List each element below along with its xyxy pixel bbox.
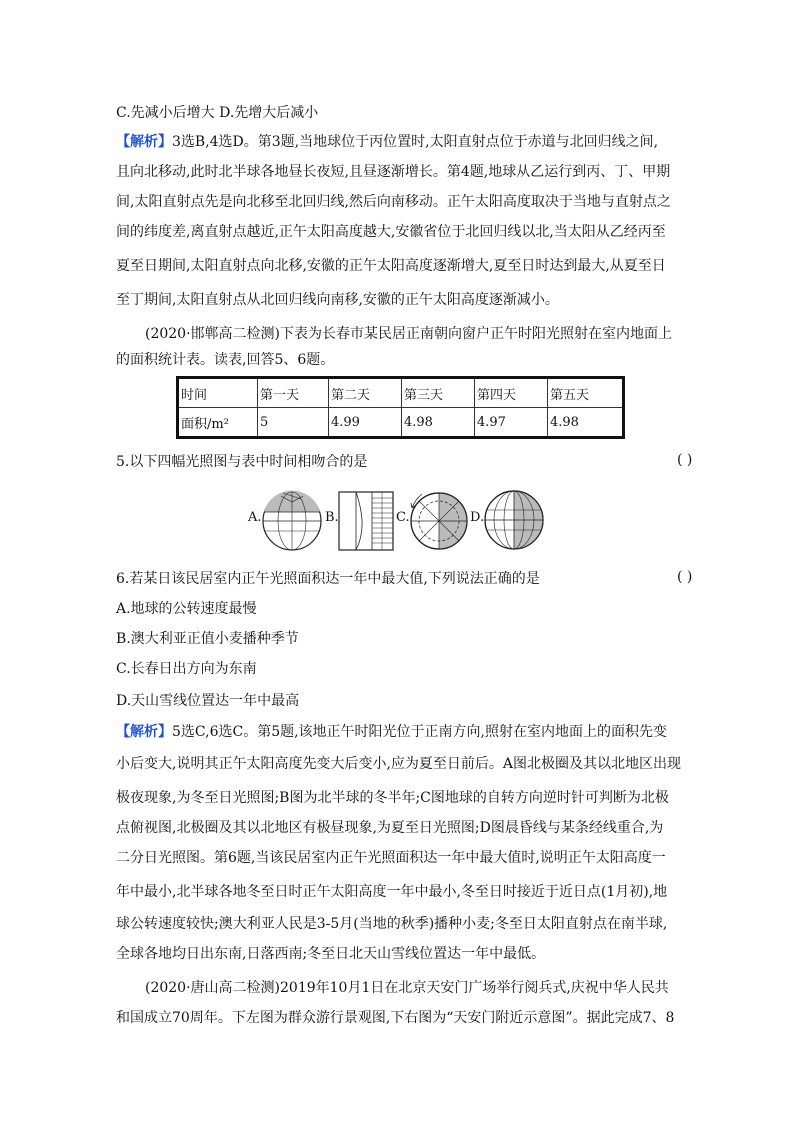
table-cell: 时间: [178, 378, 258, 408]
table-cell: 面积/m²: [178, 408, 258, 438]
analysis-line: 【解析】3选B,4选D。第3题,当地球位于丙位置时,太阳直射点位于赤道与北回归线之间,: [116, 134, 659, 150]
table-header-row: [178, 378, 624, 408]
figure-label-d: D.: [470, 510, 485, 525]
option-c: C.长春日出方向为东南: [116, 661, 257, 677]
table-cell: 第一天: [258, 378, 329, 408]
analysis-line: 夏至日期间,太阳直射点向北移,安徽的正午太阳高度逐渐增大,夏至日时达到最大,从夏至日: [116, 258, 666, 274]
analysis-line: 点俯视图,北极圈及其以北地区有极昼现象,为夏至日光照图;D图晨昏线与某条经线重合,为: [116, 820, 664, 836]
answer-paren: ( ): [677, 569, 693, 585]
option-cd-line: C.先减小后增大 D.先增大后减小: [116, 105, 319, 121]
illumination-figure-a: [261, 490, 323, 552]
analysis-line: 间的纬度差,离直射点越近,正午太阳高度越大,安徽省位于北回归线以北,当太阳从乙经丙至: [116, 224, 666, 240]
next-intro-line: (2020·唐山高二检测)2019年10月1日在北京天安门广场举行阅兵式,庆祝中华人民共: [145, 980, 669, 996]
analysis-line: 极夜现象,为冬至日光照图;B图为北半球的冬半年;C图地球的自转方向逆时针可判断为北极: [116, 790, 669, 806]
analysis-line: 二分日光照图。第6题,当该民居室内正午光照面积达一年中最大值时,说明正午太阳高度一: [116, 850, 666, 866]
table-cell: 第二天: [329, 378, 402, 408]
figure-label-c: C.: [396, 510, 410, 525]
analysis-tag: 【解析】: [116, 724, 172, 740]
illumination-figure-d: [482, 488, 546, 552]
table-cell: 第三天: [402, 378, 475, 408]
figure-label-b: B.: [325, 510, 339, 525]
figure-label-a: A.: [248, 510, 262, 525]
table-row: [178, 408, 624, 438]
table-cell: 4.98: [548, 408, 624, 438]
intro-line: (2020·邯郸高二检测)下表为长春市某民居正南朝向窗户正午时阳光照射在室内地面上: [145, 326, 673, 342]
intro-line: 的面积统计表。读表,回答5、6题。: [116, 352, 335, 368]
analysis-tag: 【解析】: [116, 134, 172, 150]
question-5: 5.以下四幅光照图与表中时间相吻合的是: [116, 454, 368, 470]
table-cell: 4.97: [475, 408, 548, 438]
analysis-line: 至丁期间,太阳直射点从北回归线向南移,安徽的正午太阳高度逐渐减小。: [116, 292, 559, 308]
option-b: B.澳大利亚正值小麦播种季节: [116, 631, 299, 647]
analysis-line: 小后变大,说明其正午太阳高度先变大后变小,应为夏至日前后。A图北极圈及其以北地区出现: [116, 756, 682, 772]
next-intro-line: 和国成立70周年。下左图为群众游行景观图,下右图为“天安门附近示意图”。据此完成7、8: [116, 1010, 675, 1026]
area-table: [176, 376, 625, 439]
analysis-line: 【解析】5选C,6选C。第5题,该地正午时阳光位于正南方向,照射在室内地面上的面积先变: [116, 724, 667, 740]
question-6: 6.若某日该民居室内正午光照面积达一年中最大值,下列说法正确的是: [116, 571, 540, 587]
analysis-line: 球公转速度较快;澳大利亚人民是3-5月(当地的秋季)播种小麦;冬至日太阳直射点在南半球,: [116, 916, 668, 932]
table-cell: 第四天: [475, 378, 548, 408]
option-a: A.地球的公转速度最慢: [116, 601, 257, 617]
illumination-figure-b: [338, 490, 394, 552]
answer-paren: ( ): [677, 452, 693, 468]
table-cell: 4.99: [329, 408, 402, 438]
analysis-line: 年中最小,北半球各地冬至日时正午太阳高度一年中最小,冬至日时接近于近日点(1月初),地: [116, 884, 668, 900]
table-cell: 5: [258, 408, 329, 438]
analysis-line: 间,太阳直射点先是向北移至北回归线,然后向南移动。正午太阳高度取决于当地与直射点之: [116, 194, 671, 210]
analysis-line: 且向北移动,此时北半球各地昼长夜短,且昼逐渐增长。第4题,地球从乙运行到丙、丁、甲期: [116, 164, 671, 180]
illumination-figure-c: [408, 490, 470, 552]
table-cell: 第五天: [548, 378, 624, 408]
analysis-line: 全球各地均日出东南,日落西南;冬至日北天山雪线位置达一年中最低。: [116, 946, 546, 962]
option-d: D.天山雪线位置达一年中最高: [116, 693, 300, 709]
table-cell: 4.98: [402, 408, 475, 438]
